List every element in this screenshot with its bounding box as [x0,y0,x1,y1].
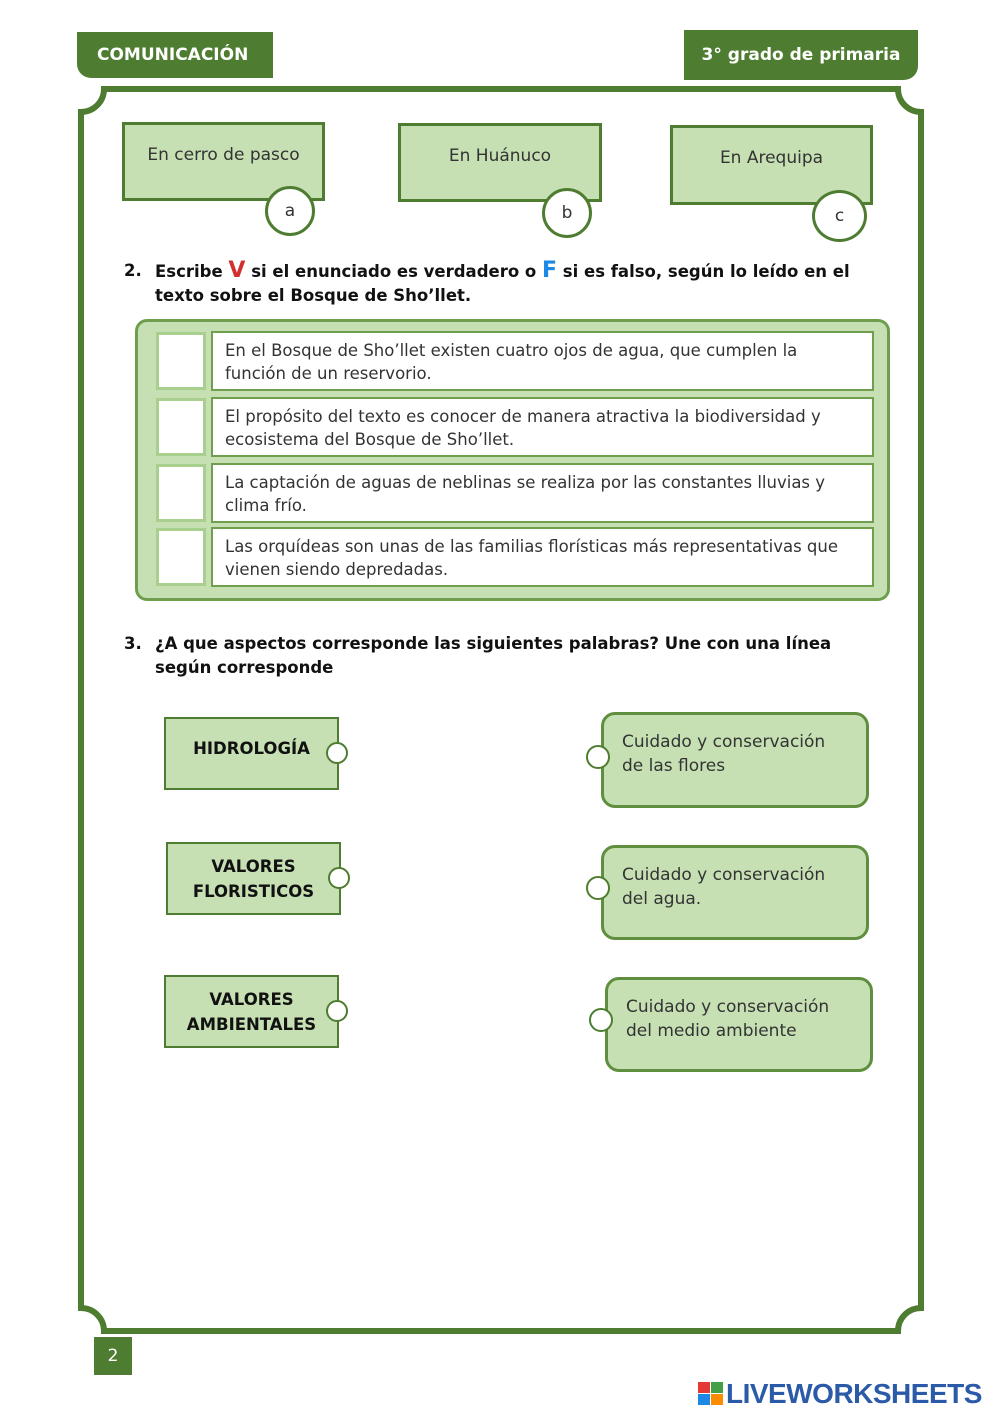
option-label: En cerro de pasco [147,145,300,165]
term-label: VALORES FLORISTICOS [192,856,315,901]
question-2-text [155,259,885,308]
answer-box-1[interactable] [156,332,206,390]
question-3-text: ¿A que aspectos corresponde las siguientes palabras? Une con una línea según corresponde [155,634,832,677]
connector-dot[interactable] [328,867,350,889]
v-letter: V [228,258,246,283]
question-number: 3. [124,634,142,653]
q2-prefix: Escribe [155,262,223,281]
connector-dot[interactable] [326,742,348,764]
answer-box-4[interactable] [156,528,206,586]
grade-tab [684,30,918,80]
grade-label: 3° grado de primaria [701,45,901,65]
subject-label: COMUNICACIÓN [97,45,249,65]
brand-name: LIVEWORKSHEETS [726,1378,982,1409]
option-letter-a: a [265,186,315,236]
match-box: Cuidado y conservación del medio ambiente [605,977,873,1072]
connector-dot[interactable] [586,876,610,900]
term-label: HIDROLOGÍA [193,739,310,758]
statement-row: La captación de aguas de neblinas se realiza por las constantes lluvias y clima frío. [211,463,874,523]
match-box: Cuidado y conservación de las flores [601,712,869,808]
option-letter-b: b [542,188,592,238]
statement-row: El propósito del texto es conocer de manera atractiva la biodiversidad y ecosistema del Bosque de Sho’llet. [211,397,874,457]
brand-icon [698,1382,724,1406]
f-letter: F [542,258,558,283]
answer-box-2[interactable] [156,398,206,456]
option-letter-c: c [812,190,867,242]
connector-dot[interactable] [589,1008,613,1032]
term-box [166,842,341,915]
statement-row: Las orquídeas son unas de las familias florísticas más representativas que vienen siendo depredadas. [211,527,874,587]
answer-box-3[interactable] [156,464,206,522]
option-label: En Huánuco [448,146,552,166]
page-number: 2 [94,1337,132,1375]
q2-suffix: si es falso, según lo leído en el texto sobre el Bosque de Sho’llet. [155,262,850,305]
match-box: Cuidado y conservación del agua. [601,845,869,940]
connector-dot[interactable] [326,1000,348,1022]
connector-dot[interactable] [586,745,610,769]
statement-row: En el Bosque de Sho’llet existen cuatro ojos de agua, que cumplen la función de un reservorio. [211,331,874,391]
option-label: En Arequipa [719,148,824,168]
q2-middle: si el enunciado es verdadero o [251,262,537,281]
brand-logo [698,1376,982,1412]
subject-tab [77,32,273,78]
term-box [164,717,339,790]
question-2 [124,259,894,311]
question-3 [124,632,894,684]
term-box [164,975,339,1048]
question-number: 2. [124,261,142,280]
term-label: VALORES AMBIENTALES [186,989,317,1034]
